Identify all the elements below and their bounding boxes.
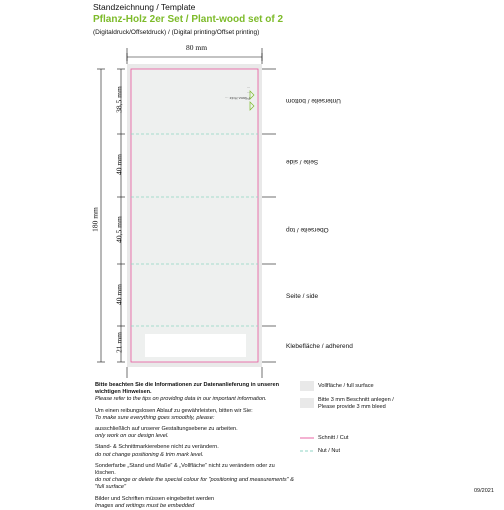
- template-title: Standzeichnung / Template: [93, 2, 196, 12]
- segment-label-1: 38,5 mm: [114, 86, 124, 113]
- section-label-bottom: Unterseite / bottom: [286, 97, 341, 104]
- section-label-adhesive: Klebefläche / adherend: [286, 343, 353, 350]
- bottom-panel-text-line-1: Pflanz-Holz ...: [225, 96, 250, 101]
- legend-swatch-full-surface: [300, 381, 314, 391]
- print-methods: (Digitaldruck/Offsetdruck) / (Digital printing/Offset printing): [93, 29, 260, 36]
- product-title: Pflanz-Holz 2er Set / Plant-wood set of 2: [93, 14, 284, 25]
- segment-label-5: 21 mm: [114, 331, 124, 354]
- note-6-de: Bilder und Schriften müssen eingebettet werden: [95, 495, 215, 502]
- bottom-panel-text: [180, 86, 250, 101]
- legend-bleed: [318, 397, 394, 411]
- legend-bleed-de: Bitte 3 mm Beschnitt anlegen /: [318, 397, 394, 403]
- section-label-side-1: Seite / side: [286, 158, 319, 165]
- note-3-de: ausschließlich auf unserer Gestaltungsebene zu arbeiten.: [95, 426, 238, 433]
- note-3-en: only work on our design level.: [95, 433, 169, 440]
- legend-full-surface: Vollfläche / full surface: [318, 383, 374, 389]
- note-2-de: Um einen reibungslosen Ablauf zu gewährleisten, bitten wir Sie:: [95, 407, 253, 414]
- segment-label-3: 40,5 mm: [114, 216, 124, 243]
- segment-label-2: 40 mm: [114, 153, 124, 176]
- width-dimension-label: 80 mm: [186, 43, 208, 52]
- note-6-en: Images and writings must be embedded: [95, 502, 195, 509]
- adhesive-area: [145, 334, 246, 357]
- section-label-side-2: Seite / side: [286, 293, 319, 300]
- bottom-panel-text-line-2: ...: [246, 91, 250, 96]
- note-4-en: do not change positioning & trim mark level.: [95, 451, 204, 458]
- note-1-en: Please refer to the tips on providing data in our important information.: [95, 396, 267, 403]
- height-dimension-label: 180 mm: [90, 207, 100, 232]
- legend-groove: Nut / Nut: [318, 448, 341, 454]
- design-area: [131, 69, 258, 362]
- legend-swatch-bleed: [300, 398, 314, 408]
- bottom-panel-text-line-3: ...: [246, 86, 250, 91]
- note-5-en: do not change or delete the special colour for "positioning and measurements" & "full surface": [95, 477, 294, 491]
- legend-bleed-en: Please provide 3 mm bleed: [318, 404, 386, 410]
- note-1-de: Bitte beachten Sie die Informationen zur Datenanlieferung in unseren wichtigen Hinweisen.: [95, 382, 280, 396]
- segment-label-4: 40 mm: [114, 283, 124, 306]
- section-label-top: Oberseite / top: [286, 226, 329, 233]
- legend-cut: Schnitt / Cut: [318, 435, 349, 441]
- note-4-de: Stand- & Schnittmarkierebene nicht zu verändern.: [95, 444, 219, 451]
- note-5-de: Sonderfarbe „Stand und Maße“ & „Vollfläche“ nicht zu verändern oder zu löschen.: [95, 462, 275, 477]
- revision-date: 09/2021: [474, 488, 494, 494]
- note-2-en: To make sure everything goes smoothly, please:: [95, 414, 215, 421]
- notes-block: [95, 382, 295, 510]
